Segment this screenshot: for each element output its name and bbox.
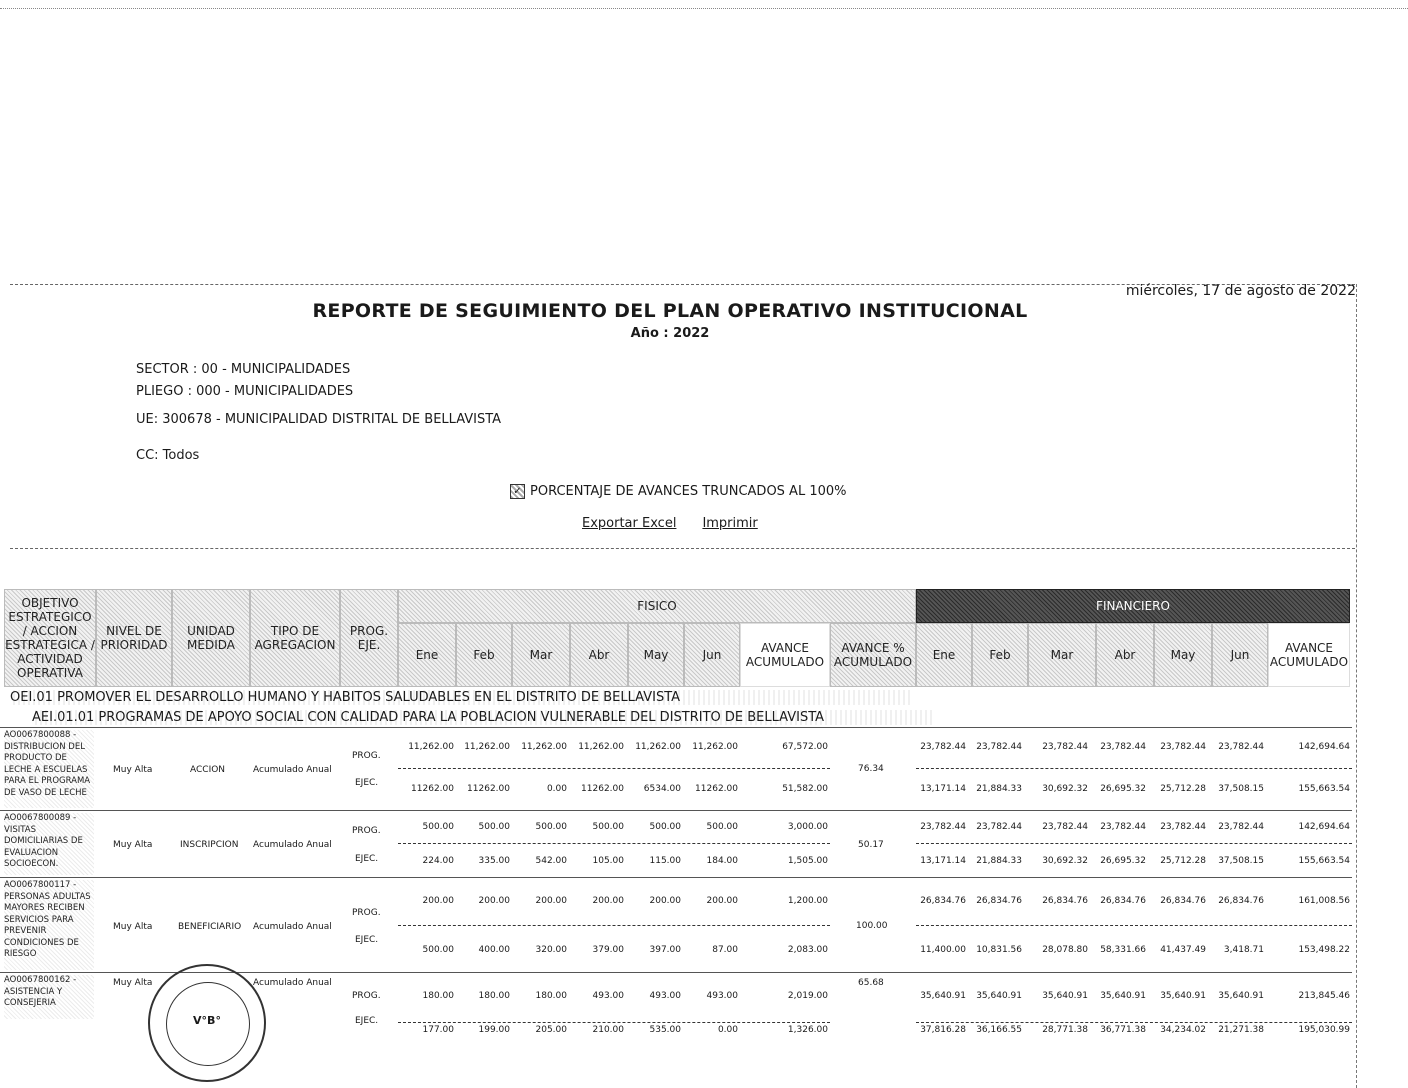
fis-ejec-value: 210.00 [592,1025,624,1035]
fis-prog-value: 200.00 [422,896,454,906]
fin-prog-value: 23,782.44 [1100,742,1146,752]
print-link[interactable]: Imprimir [702,516,758,531]
fis-prog-value: 11,262.00 [408,742,454,752]
actions-bar [582,516,758,531]
unit-cell: BENEFICIARIO [178,922,242,932]
fis-ejec-value: 542.00 [535,856,567,866]
header-fis-month-3: Mar [512,623,570,687]
fin-prog-value: 35,640.91 [920,991,966,1001]
fin-prog-value: 23,782.44 [1218,742,1264,752]
fin-ejec-value: 28,078.80 [1042,945,1088,955]
row-mid-divider [398,768,830,769]
row-mid-divider [398,925,830,926]
fis-ejec-value: 500.00 [422,945,454,955]
fis-prog-value: 11,262.00 [464,742,510,752]
fin-ejec-value: 3,418.71 [1223,945,1264,955]
fin-ejec-value: 37,508.15 [1218,856,1264,866]
top-edge-line [0,0,1408,9]
fis-prog-total: 1,200.00 [787,896,828,906]
sector-label: SECTOR : 00 - MUNICIPALIDADES [136,362,351,377]
activity-description: AO0067800162 - ASISTENCIA Y CONSEJERIA [4,975,94,1019]
fis-prog-value: 180.00 [535,991,567,1001]
page-title: REPORTE DE SEGUIMIENTO DEL PLAN OPERATIVO INSTITUCIONAL [312,300,1028,322]
action-line: AEI.01.01 PROGRAMAS DE APOYO SOCIAL CON CALIDAD PARA LA POBLACION VULNERABLE DEL DISTRITO DE BELLAVISTA [32,710,932,725]
fin-ejec-total: 155,663.54 [1298,784,1350,794]
fin-prog-value: 35,640.91 [1160,991,1206,1001]
fin-prog-total: 142,694.64 [1298,822,1350,832]
header-priority: NIVEL DE PRIORIDAD [96,589,172,687]
header-objective: OBJETIVO ESTRATEGICO / ACCION ESTRATEGICA / ACTIVIDAD OPERATIVA [4,589,96,687]
fin-prog-value: 35,640.91 [976,991,1022,1001]
checkbox-checked-icon[interactable]: ✓ [510,484,525,499]
row-separator [0,810,1352,811]
header-fis-month-5: May [628,623,684,687]
unit-cell: INSCRIPCION [180,840,239,850]
row-mid-divider [916,925,1352,926]
fin-ejec-value: 13,171.14 [920,784,966,794]
fin-prog-value: 23,782.44 [1042,742,1088,752]
fis-prog-value: 11,262.00 [578,742,624,752]
header-financial: FINANCIERO [916,589,1350,623]
fin-ejec-value: 21,271.38 [1218,1025,1264,1035]
fis-prog-value: 500.00 [422,822,454,832]
header-fin-month-4: Abr [1096,623,1154,687]
fis-ejec-value: 6534.00 [643,784,681,794]
fin-ejec-value: 25,712.28 [1160,784,1206,794]
fis-prog-total: 3,000.00 [787,822,828,832]
fis-prog-value: 493.00 [706,991,738,1001]
activity-description: AO0067800088 - DISTRIBUCION DEL PRODUCTO DE LECHE A ESCUELAS PARA EL PROGRAMA DE VASO DE LECHE [4,730,94,808]
objective-line: OEI.01 PROMOVER EL DESARROLLO HUMANO Y HABITOS SALUDABLES EN EL DISTRITO DE BELLAVISTA [10,690,910,705]
header-fin-avance: AVANCE ACUMULADO [1268,623,1350,687]
row-mid-divider [398,1022,830,1023]
header-fis-avance: AVANCE ACUMULADO [740,623,830,687]
fin-ejec-value: 21,884.33 [976,784,1022,794]
aggregation-cell: Acumulado Anual [253,978,332,988]
header-fin-month-5: May [1154,623,1212,687]
fis-ejec-value: 397.00 [649,945,681,955]
fis-ejec-value: 11262.00 [695,784,738,794]
fis-ejec-value: 184.00 [706,856,738,866]
report-year: Año : 2022 [630,326,710,341]
fis-ejec-total: 1,326.00 [787,1025,828,1035]
fin-ejec-value: 37,816.28 [920,1025,966,1035]
fin-prog-value: 35,640.91 [1042,991,1088,1001]
fis-ejec-value: 0.00 [717,1025,738,1035]
fin-prog-value: 26,834.76 [1218,896,1264,906]
header-fin-month-2: Feb [972,623,1028,687]
fin-ejec-value: 37,508.15 [1218,784,1264,794]
header-physical: FISICO [398,589,916,623]
unit-cell: ACCION [190,765,226,775]
header-unit: UNIDAD MEDIDA [172,589,250,687]
fis-prog-value: 200.00 [592,896,624,906]
fis-ejec-value: 115.00 [649,856,681,866]
fis-prog-value: 200.00 [706,896,738,906]
priority-cell: Muy Alta [113,922,153,932]
fis-ejec-value: 535.00 [649,1025,681,1035]
fis-ejec-value: 11262.00 [411,784,454,794]
aggregation-cell: Acumulado Anual [253,840,332,850]
fin-ejec-value: 36,771.38 [1100,1025,1146,1035]
ejec-label: EJEC. [355,935,379,945]
fis-prog-value: 493.00 [649,991,681,1001]
fis-prog-value: 11,262.00 [521,742,567,752]
fin-ejec-total: 155,663.54 [1298,856,1350,866]
fin-ejec-value: 26,695.32 [1100,784,1146,794]
avance-pct: 50.17 [858,840,884,850]
fin-prog-value: 26,834.76 [1100,896,1146,906]
municipal-seal-stamp [148,964,266,1082]
fis-prog-value: 200.00 [478,896,510,906]
aggregation-cell: Acumulado Anual [253,765,332,775]
fin-prog-value: 23,782.44 [1218,822,1264,832]
fin-ejec-value: 11,400.00 [920,945,966,955]
right-border-line [1356,284,1357,1088]
row-mid-divider [916,1022,1352,1023]
fis-prog-value: 11,262.00 [635,742,681,752]
header-fis-month-2: Feb [456,623,512,687]
fis-prog-total: 2,019.00 [787,991,828,1001]
fin-prog-value: 23,782.44 [920,742,966,752]
truncated-label: PORCENTAJE DE AVANCES TRUNCADOS AL 100% [530,484,847,499]
fin-ejec-total: 153,498.22 [1298,945,1350,955]
fis-ejec-value: 205.00 [535,1025,567,1035]
row-separator [0,877,1352,878]
seal-text: V°B° [193,1014,221,1027]
fis-prog-value: 11,262.00 [692,742,738,752]
fin-ejec-value: 34,234.02 [1160,1025,1206,1035]
fin-prog-value: 26,834.76 [920,896,966,906]
fis-ejec-value: 87.00 [712,945,738,955]
fis-prog-value: 180.00 [422,991,454,1001]
ejec-label: EJEC. [355,778,379,788]
prog-label: PROG. [352,991,381,1001]
fin-prog-value: 26,834.76 [1042,896,1088,906]
fis-ejec-value: 199.00 [478,1025,510,1035]
fin-ejec-value: 25,712.28 [1160,856,1206,866]
fin-ejec-value: 41,437.49 [1160,945,1206,955]
fin-prog-value: 23,782.44 [920,822,966,832]
row-mid-divider [398,843,830,844]
fin-prog-total: 213,845.46 [1298,991,1350,1001]
fin-prog-total: 142,694.64 [1298,742,1350,752]
header-fis-month-1: Ene [398,623,456,687]
fis-ejec-total: 2,083.00 [787,945,828,955]
fin-prog-value: 23,782.44 [1160,822,1206,832]
fin-ejec-value: 58,331.66 [1100,945,1146,955]
ue-label: UE: 300678 - MUNICIPALIDAD DISTRITAL DE BELLAVISTA [136,412,502,427]
fin-prog-value: 35,640.91 [1100,991,1146,1001]
report-date: miércoles, 17 de agosto de 2022 [1125,283,1356,299]
fis-ejec-value: 400.00 [478,945,510,955]
header-fis-month-4: Abr [570,623,628,687]
header-fin-month-3: Mar [1028,623,1096,687]
row-mid-divider [916,768,1352,769]
fis-prog-value: 500.00 [478,822,510,832]
ejec-label: EJEC. [355,1016,379,1026]
prog-label: PROG. [352,751,381,761]
fin-ejec-value: 13,171.14 [920,856,966,866]
fis-ejec-value: 105.00 [592,856,624,866]
fis-ejec-value: 379.00 [592,945,624,955]
avance-pct: 76.34 [858,764,884,774]
prog-label: PROG. [352,826,381,836]
fin-prog-total: 161,008.56 [1298,896,1350,906]
fin-ejec-value: 30,692.32 [1042,784,1088,794]
fis-prog-value: 500.00 [592,822,624,832]
fis-prog-value: 200.00 [535,896,567,906]
activity-description: AO0067800117 - PERSONAS ADULTAS MAYORES RECIBEN SERVICIOS PARA PREVENIR CONDICIONES DE RIESGO [4,880,94,970]
export-excel-link[interactable]: Exportar Excel [582,516,677,531]
table-top-divider [10,548,1355,549]
fin-prog-value: 23,782.44 [976,822,1022,832]
header-fis-month-6: Jun [684,623,740,687]
fin-prog-value: 23,782.44 [1160,742,1206,752]
header-fin-month-6: Jun [1212,623,1268,687]
cc-label: CC: Todos [136,448,200,463]
activity-description: AO0067800089 - VISITAS DOMICILIARIAS DE EVALUACION SOCIOECON. [4,813,94,875]
row-mid-divider [916,843,1352,844]
fis-ejec-value: 224.00 [422,856,454,866]
fin-ejec-value: 26,695.32 [1100,856,1146,866]
header-aggregation: TIPO DE AGREGACION [250,589,340,687]
fin-prog-value: 23,782.44 [1100,822,1146,832]
avance-pct: 65.68 [858,978,884,988]
fin-ejec-value: 36,166.55 [976,1025,1022,1035]
header-fin-month-1: Ene [916,623,972,687]
fin-prog-value: 26,834.76 [976,896,1022,906]
fin-prog-value: 26,834.76 [1160,896,1206,906]
fis-prog-total: 67,572.00 [782,742,828,752]
priority-cell: Muy Alta [113,840,153,850]
row-separator [0,727,1352,728]
fin-ejec-value: 10,831.56 [976,945,1022,955]
fin-ejec-value: 30,692.32 [1042,856,1088,866]
avance-pct: 100.00 [856,921,888,931]
prog-label: PROG. [352,908,381,918]
fin-prog-value: 23,782.44 [1042,822,1088,832]
fin-prog-value: 35,640.91 [1218,991,1264,1001]
fis-prog-value: 500.00 [706,822,738,832]
fis-ejec-value: 11262.00 [467,784,510,794]
aggregation-cell: Acumulado Anual [253,922,332,932]
priority-cell: Muy Alta [113,765,153,775]
fis-ejec-value: 0.00 [546,784,567,794]
fin-ejec-value: 21,884.33 [976,856,1022,866]
fis-ejec-value: 11262.00 [581,784,624,794]
ejec-label: EJEC. [355,854,379,864]
truncated-option[interactable] [510,484,847,499]
header-prog-eje: PROG. EJE. [340,589,398,687]
priority-cell: Muy Alta [113,978,153,988]
header-fis-pct: AVANCE % ACUMULADO [830,623,916,687]
fis-prog-value: 180.00 [478,991,510,1001]
fis-prog-value: 500.00 [649,822,681,832]
fin-ejec-total: 195,030.99 [1298,1025,1350,1035]
fis-ejec-value: 177.00 [422,1025,454,1035]
fis-ejec-total: 1,505.00 [787,856,828,866]
fis-prog-value: 200.00 [649,896,681,906]
pliego-label: PLIEGO : 000 - MUNICIPALIDADES [136,384,354,399]
fis-prog-value: 493.00 [592,991,624,1001]
fin-ejec-value: 28,771.38 [1042,1025,1088,1035]
fis-prog-value: 500.00 [535,822,567,832]
fin-prog-value: 23,782.44 [976,742,1022,752]
fis-ejec-value: 335.00 [478,856,510,866]
fis-ejec-total: 51,582.00 [782,784,828,794]
fis-ejec-value: 320.00 [535,945,567,955]
